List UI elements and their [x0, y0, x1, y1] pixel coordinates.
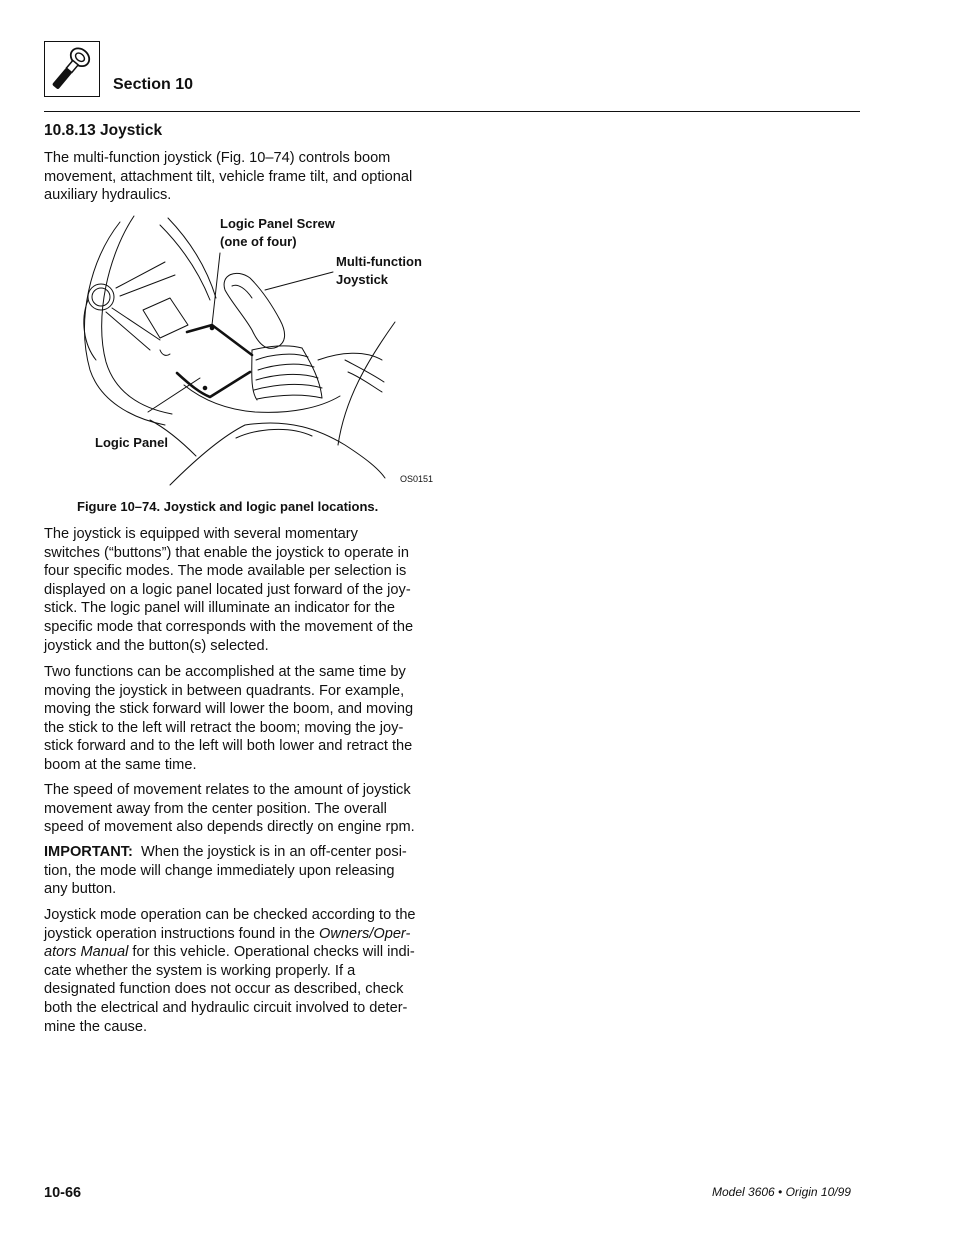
text-line: cate whether the system is working properly. If a: [44, 962, 356, 979]
footer-model-info: Model 3606 • Origin 10/99: [712, 1185, 851, 1199]
section-heading: 10.8.13 Joystick: [44, 122, 163, 139]
callout-logic-panel: Logic Panel: [95, 435, 168, 450]
callout-line: (one of four): [220, 233, 297, 249]
text-line: boom at the same time.: [44, 756, 197, 773]
text-line: The speed of movement relates to the amount of joystick: [44, 782, 411, 798]
text-line: Joystick mode operation can be checked according to the: [44, 907, 416, 923]
important-label: IMPORTANT:: [44, 844, 133, 860]
manual-title: ators Manual: [44, 944, 129, 961]
text-line: [44, 925, 444, 944]
text-line: displayed on a logic panel located just forward of the joy-: [44, 581, 411, 598]
text-line: The multi-function joystick (Fig. 10–74) controls boom: [44, 150, 391, 166]
text-line: moving the stick forward will lower the boom, and moving: [44, 701, 414, 718]
text-line: auxiliary hydraulics.: [44, 187, 172, 204]
text-line: specific mode that corresponds with the movement of the: [44, 618, 414, 635]
text-line: [44, 843, 444, 862]
callout-multi-function-joystick: [336, 253, 422, 288]
text-line: movement away from the center position. The overall: [44, 800, 387, 817]
body-paragraph-quadrants: [44, 663, 444, 775]
important-note: [44, 843, 444, 899]
section-label: Section 10: [113, 76, 194, 93]
text-line: moving the joystick in between quadrants. For example,: [44, 682, 405, 699]
text-line: speed of movement also depends directly on engine rpm.: [44, 819, 415, 836]
text-line: stick. The logic panel will illuminate an indicator for the: [44, 600, 395, 617]
header-divider: [44, 111, 860, 112]
callout-line: Multi-function: [336, 254, 422, 269]
text-span: for this vehicle. Operational checks will indi-: [128, 944, 415, 961]
text-line: designated function does not occur as described, check: [44, 981, 404, 998]
text-line: tion, the mode will change immediately upon releasing: [44, 862, 395, 879]
callout-line: Logic Panel Screw: [220, 216, 335, 231]
callout-logic-panel-screw: [220, 215, 335, 250]
intro-paragraph: [44, 149, 444, 205]
important-text: When the joystick is in an off-center posi-: [132, 844, 407, 860]
text-line: The joystick is equipped with several momentary: [44, 526, 358, 542]
body-paragraph-buttons: [44, 525, 444, 655]
section-logo: [44, 41, 100, 97]
text-line: stick forward and to the left will both lower and retract the: [44, 738, 413, 755]
figure-caption: Figure 10–74. Joystick and logic panel locations.: [77, 499, 379, 514]
text-line: switches (“buttons”) that enable the joystick to operate in: [44, 544, 410, 561]
text-line: the stick to the left will retract the boom; moving the joy-: [44, 719, 404, 736]
body-paragraph-speed: [44, 781, 444, 837]
text-span: joystick operation instructions found in the: [44, 925, 320, 942]
text-line: four specific modes. The mode available per selection is: [44, 563, 407, 580]
text-line: movement, attachment tilt, vehicle frame tilt, and optional: [44, 168, 413, 185]
text-line: joystick and the button(s) selected.: [44, 637, 269, 654]
page-number: 10-66: [44, 1185, 82, 1201]
callout-line: Joystick: [336, 271, 389, 287]
figure-id: OS0151: [400, 474, 434, 484]
text-line: Two functions can be accomplished at the same time by: [44, 664, 406, 680]
text-line: mine the cause.: [44, 1018, 148, 1035]
text-line: both the electrical and hydraulic circuit involved to deter-: [44, 999, 408, 1016]
wrench-icon: [45, 42, 98, 95]
manual-title: Owners/Oper-: [319, 925, 411, 942]
body-paragraph-operation-check: [44, 906, 444, 1036]
text-line: [44, 943, 444, 962]
text-line: any button.: [44, 881, 117, 898]
